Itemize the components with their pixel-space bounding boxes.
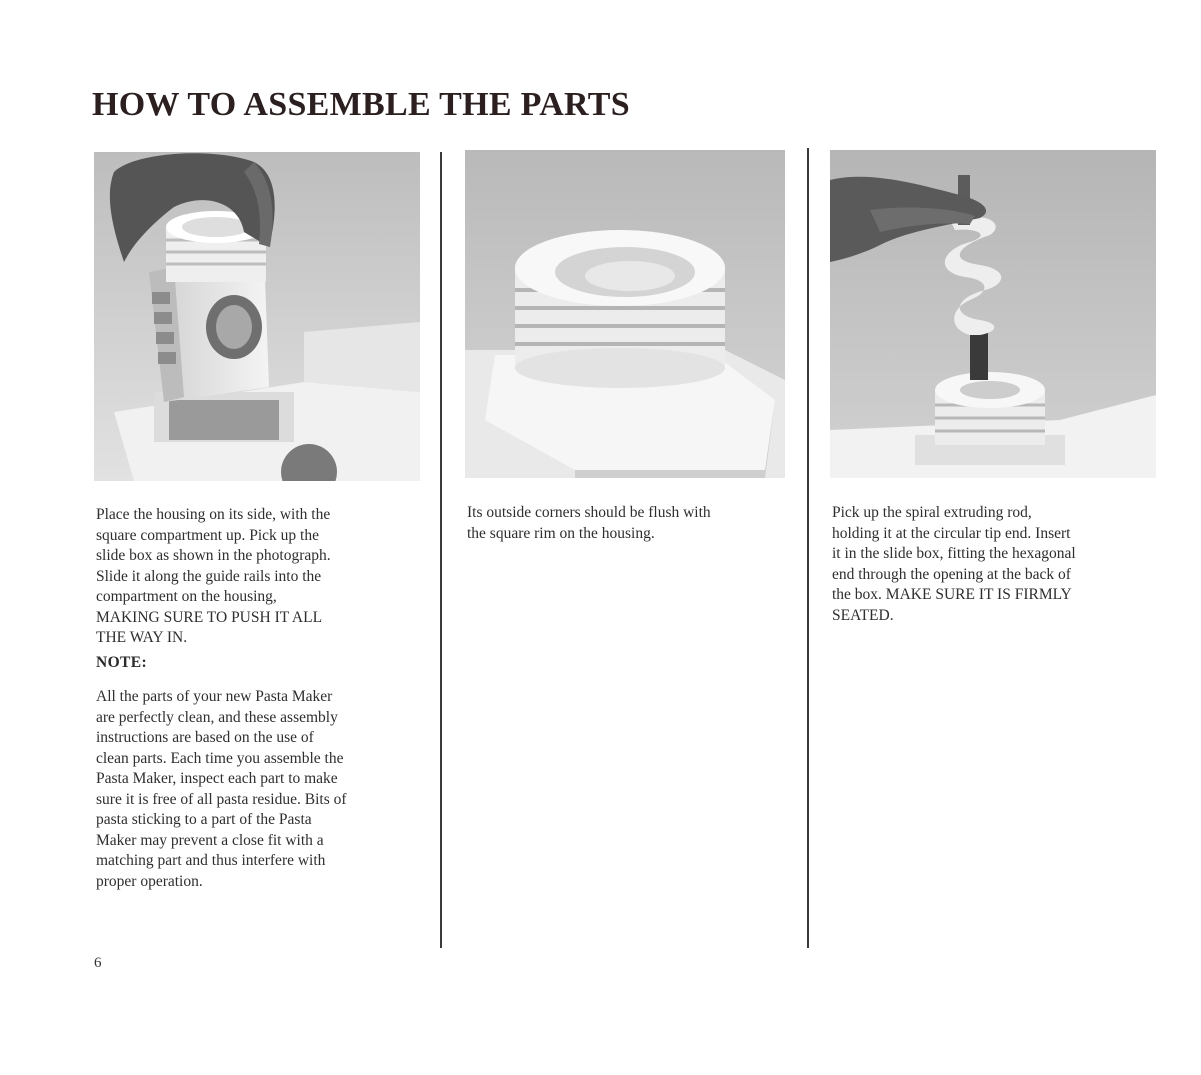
photo-slide-box (94, 152, 420, 481)
instruction-text-1: Place the housing on its side, with the square compartment up. Pick up the slide box as shown in the photograph. Slide it along the guide rails into the compartment on the housing, MAKING SURE TO PUSH IT ALL THE WAY IN. (96, 506, 331, 646)
photo-threaded-ring (465, 150, 785, 478)
note-text: All the parts of your new Pasta Maker are perfectly clean, and these assembly instructions are based on the use of clean parts. Each time you assemble the Pasta Maker, inspect each part to make sure it is free of all pasta residue. Bits of pasta sticking to a part of the Pasta Maker may prevent a close fit with a matching part and thus interfere with proper operation. (96, 688, 347, 890)
photo-spiral-rod (830, 150, 1156, 478)
instruction-text-2: Its outside corners should be flush with the square rim on the housing. (467, 504, 711, 542)
note-heading: NOTE: (96, 654, 148, 671)
column-divider-2 (807, 148, 809, 948)
instruction-text-3: Pick up the spiral extruding rod, holding it at the circular tip end. Insert it in the slide box, fitting the hexagonal end through the opening at the back of the box. MAKE SURE IT IS FIRMLY SEATED. (832, 504, 1076, 624)
column-divider-1 (440, 152, 442, 948)
page-title: HOW TO ASSEMBLE THE PARTS (92, 86, 630, 123)
page-number: 6 (94, 955, 102, 971)
